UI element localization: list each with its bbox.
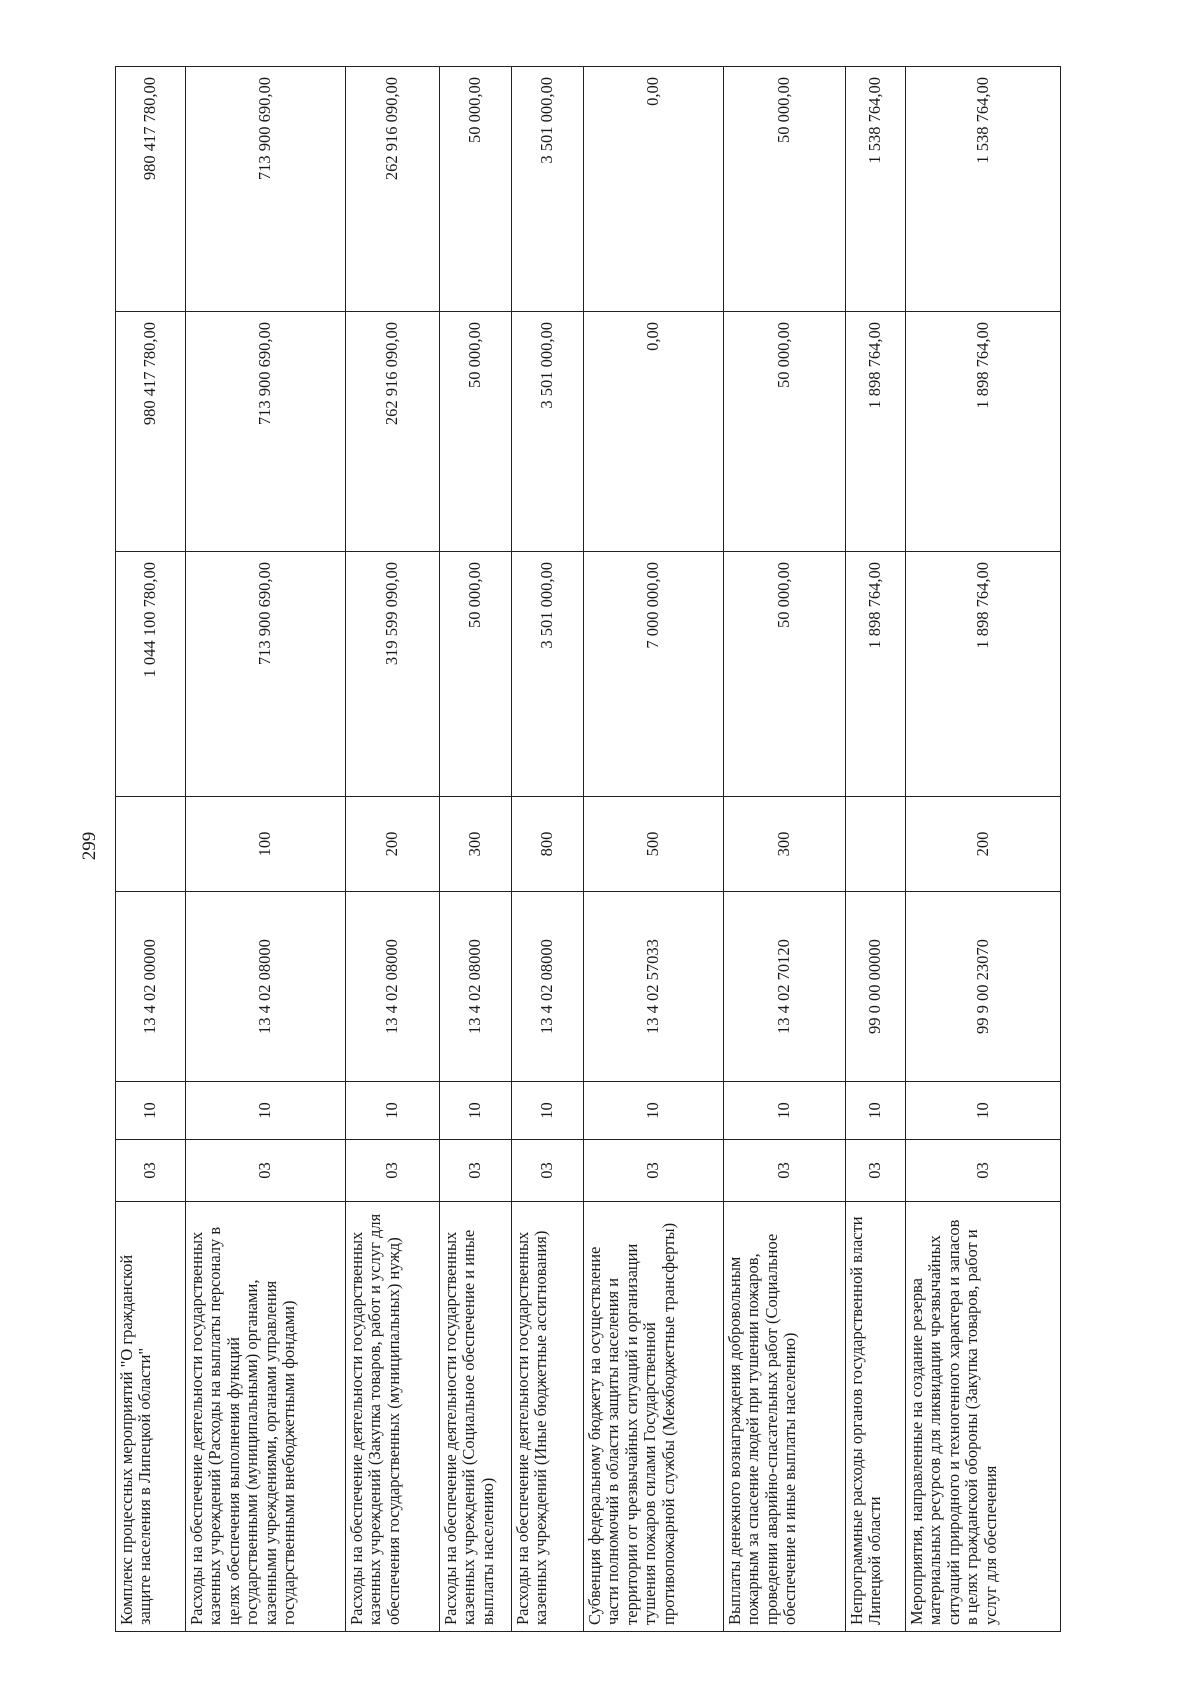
subsection-code-cell: 10 <box>116 1082 186 1140</box>
amount-3-cell: 50 000,00 <box>440 67 512 312</box>
table-row <box>512 67 584 1632</box>
section-code-cell: 03 <box>584 1140 724 1202</box>
section-code-cell: 03 <box>116 1140 186 1202</box>
amount-3-cell: 980 417 780,00 <box>116 67 186 312</box>
table-row <box>846 67 906 1632</box>
rotated-page-content <box>115 67 1060 1632</box>
row-name-cell: Расходы на обеспечение деятельности государственных казенных учреждений (Иные бюджетные ассигнования) <box>512 1202 584 1632</box>
amount-2-cell: 0,00 <box>584 312 724 552</box>
table-row <box>186 67 346 1632</box>
target-article-cell: 13 4 02 08000 <box>346 892 440 1082</box>
amount-3-cell: 50 000,00 <box>724 67 846 312</box>
expense-type-cell <box>116 797 186 892</box>
subsection-code-cell: 10 <box>584 1082 724 1140</box>
subsection-code-cell: 10 <box>846 1082 906 1140</box>
section-code-cell: 03 <box>186 1140 346 1202</box>
target-article-cell: 99 0 00 00000 <box>846 892 906 1082</box>
row-name-cell: Мероприятия, направленные на создание резерва материальных ресурсов для ликвидации чрезвычайных ситуаций природного и техногенного характера и запасов в целях гражданской обороны (Закупка товаров, работ и услуг для обеспечения <box>906 1202 1061 1632</box>
row-name-cell: Выплаты денежного вознаграждения добровольным пожарным за спасение людей при тушении пожаров, проведении аварийно-спасательных работ (Социальное обеспечение и иные выплаты населению) <box>724 1202 846 1632</box>
amount-1-cell: 1 898 764,00 <box>846 552 906 797</box>
amount-3-cell: 0,00 <box>584 67 724 312</box>
amount-2-cell: 713 900 690,00 <box>186 312 346 552</box>
amount-3-cell: 1 538 764,00 <box>906 67 1061 312</box>
section-code-cell: 03 <box>512 1140 584 1202</box>
section-code-cell: 03 <box>906 1140 1061 1202</box>
expense-type-cell: 800 <box>512 797 584 892</box>
subsection-code-cell: 10 <box>906 1082 1061 1140</box>
section-code-cell: 03 <box>846 1140 906 1202</box>
table-row <box>346 67 440 1632</box>
expense-type-cell: 200 <box>906 797 1061 892</box>
amount-2-cell: 3 501 000,00 <box>512 312 584 552</box>
amount-1-cell: 7 000 000,00 <box>584 552 724 797</box>
target-article-cell: 13 4 02 08000 <box>440 892 512 1082</box>
amount-1-cell: 319 599 090,00 <box>346 552 440 797</box>
expense-type-cell: 500 <box>584 797 724 892</box>
amount-2-cell: 50 000,00 <box>724 312 846 552</box>
budget-table <box>115 66 1061 1632</box>
target-article-cell: 13 4 02 00000 <box>116 892 186 1082</box>
subsection-code-cell: 10 <box>440 1082 512 1140</box>
table-row <box>440 67 512 1632</box>
row-name-cell: Расходы на обеспечение деятельности государственных казенных учреждений (Закупка товаров, работ и услуг для обеспечения государственных (муниципальных) нужд) <box>346 1202 440 1632</box>
subsection-code-cell: 10 <box>724 1082 846 1140</box>
subsection-code-cell: 10 <box>346 1082 440 1140</box>
amount-1-cell: 50 000,00 <box>724 552 846 797</box>
amount-2-cell: 1 898 764,00 <box>846 312 906 552</box>
expense-type-cell: 100 <box>186 797 346 892</box>
expense-type-cell: 200 <box>346 797 440 892</box>
amount-1-cell: 50 000,00 <box>440 552 512 797</box>
table-body <box>116 67 1061 1632</box>
table-row <box>584 67 724 1632</box>
table-row <box>116 67 186 1632</box>
row-name-cell: Комплекс процессных мероприятий "О гражданской защите населения в Липецкой области" <box>116 1202 186 1632</box>
row-name-cell: Непрограммные расходы органов государственной власти Липецкой области <box>846 1202 906 1632</box>
target-article-cell: 13 4 02 08000 <box>186 892 346 1082</box>
row-name-cell: Расходы на обеспечение деятельности государственных казенных учреждений (Социальное обеспечение и иные выплаты населению) <box>440 1202 512 1632</box>
amount-1-cell: 713 900 690,00 <box>186 552 346 797</box>
amount-1-cell: 1 044 100 780,00 <box>116 552 186 797</box>
target-article-cell: 13 4 02 70120 <box>724 892 846 1082</box>
target-article-cell: 13 4 02 57033 <box>584 892 724 1082</box>
amount-2-cell: 262 916 090,00 <box>346 312 440 552</box>
section-code-cell: 03 <box>346 1140 440 1202</box>
amount-1-cell: 3 501 000,00 <box>512 552 584 797</box>
subsection-code-cell: 10 <box>186 1082 346 1140</box>
expense-type-cell: 300 <box>440 797 512 892</box>
amount-3-cell: 3 501 000,00 <box>512 67 584 312</box>
amount-3-cell: 1 538 764,00 <box>846 67 906 312</box>
amount-2-cell: 1 898 764,00 <box>906 312 1061 552</box>
target-article-cell: 13 4 02 08000 <box>512 892 584 1082</box>
section-code-cell: 03 <box>440 1140 512 1202</box>
table-row <box>724 67 846 1632</box>
page-number: 299 <box>79 831 100 861</box>
amount-2-cell: 50 000,00 <box>440 312 512 552</box>
row-name-cell: Расходы на обеспечение деятельности государственных казенных учреждений (Расходы на выплаты персоналу в целях обеспечения выполнения функций государственными (муниципальными) органами, казенными учреждениями, органами управления государственными внебюджетными фондами) <box>186 1202 346 1632</box>
row-name-cell: Субвенция федеральному бюджету на осуществление части полномочий в области защиты населения и территории от чрезвычайных ситуаций и организации тушения пожаров силами Государственной противопожарной службы (Межбюджетные трансферты) <box>584 1202 724 1632</box>
amount-1-cell: 1 898 764,00 <box>906 552 1061 797</box>
subsection-code-cell: 10 <box>512 1082 584 1140</box>
table-row <box>906 67 1061 1632</box>
amount-3-cell: 713 900 690,00 <box>186 67 346 312</box>
target-article-cell: 99 9 00 23070 <box>906 892 1061 1082</box>
expense-type-cell <box>846 797 906 892</box>
section-code-cell: 03 <box>724 1140 846 1202</box>
amount-3-cell: 262 916 090,00 <box>346 67 440 312</box>
expense-type-cell: 300 <box>724 797 846 892</box>
amount-2-cell: 980 417 780,00 <box>116 312 186 552</box>
